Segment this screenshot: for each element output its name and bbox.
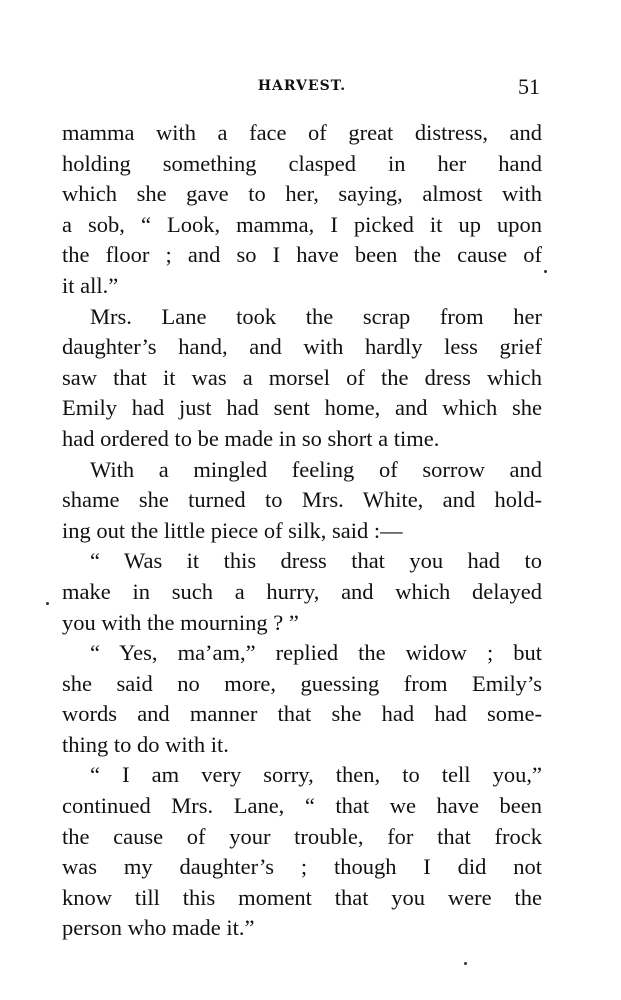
text-line: words and manner that she had had some- <box>62 701 542 727</box>
print-speck <box>544 270 547 273</box>
text-line: you with the mourning ? ” <box>62 609 299 635</box>
text-line: Emily had just had sent home, and which she <box>62 395 542 421</box>
text-line: mamma with a face of great distress, and <box>62 120 542 145</box>
text-line: saw that it was a morsel of the dress which <box>62 364 542 390</box>
text-line: a sob, “ Look, mamma, I picked it up upon <box>62 211 542 237</box>
text-line: shame she turned to Mrs. White, and hold- <box>62 487 542 513</box>
text-line: she said no more, guessing from Emily’s <box>62 670 542 696</box>
text-line: which she gave to her, saying, almost with <box>62 181 542 207</box>
text-line: had ordered to be made in so short a time. <box>62 425 440 451</box>
text-line: “ I am very sorry, then, to tell you,” <box>90 762 542 788</box>
text-line: ing out the little piece of silk, said :— <box>62 517 403 543</box>
text-line: it all.” <box>62 272 119 298</box>
text-line: thing to do with it. <box>62 731 229 757</box>
text-line: holding something clasped in her hand <box>62 150 542 176</box>
text-line: With a mingled feeling of sorrow and <box>90 456 542 482</box>
text-line: was my daughter’s ; though I did not <box>62 854 542 880</box>
body-text <box>62 118 542 944</box>
text-line: person who made it.” <box>62 915 255 941</box>
text-line: Mrs. Lane took the scrap from her <box>90 303 542 329</box>
text-line: daughter’s hand, and with hardly less grief <box>62 334 542 360</box>
text-line: the floor ; and so I have been the cause of <box>62 242 542 268</box>
running-head <box>62 74 542 102</box>
text-line: “ Was it this dress that you had to <box>90 548 542 574</box>
running-title: HARVEST. <box>257 78 347 94</box>
print-speck <box>46 602 49 605</box>
print-speck <box>464 962 467 965</box>
text-line: make in such a hurry, and which delayed <box>62 578 542 604</box>
text-line: the cause of your trouble, for that frock <box>62 823 542 849</box>
text-line: continued Mrs. Lane, “ that we have been <box>62 793 542 819</box>
page-number: 51 <box>518 74 540 99</box>
text-line: “ Yes, ma’am,” replied the widow ; but <box>90 640 542 666</box>
text-line: know till this moment that you were the <box>62 884 542 910</box>
